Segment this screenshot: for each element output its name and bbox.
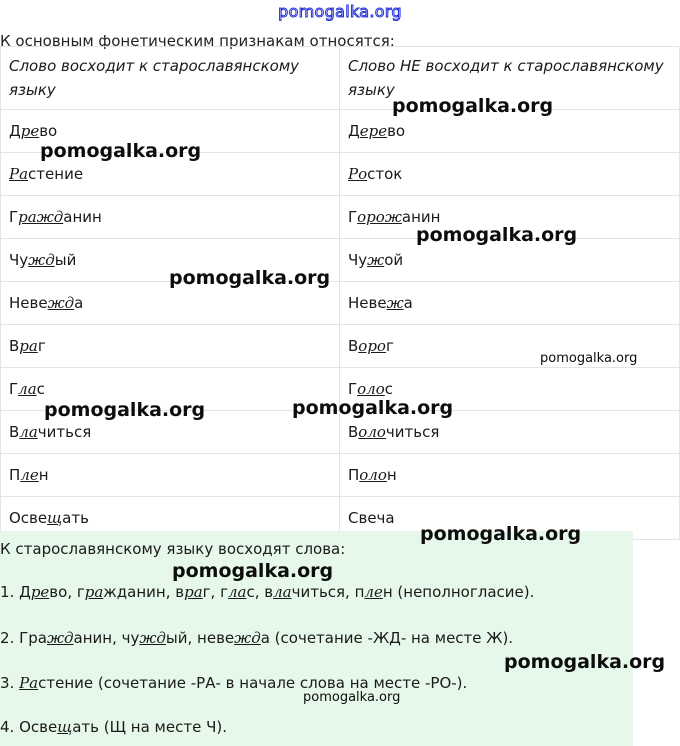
highlighted-letters: щ xyxy=(47,509,63,527)
table-row xyxy=(1,282,680,325)
text-segment: Г xyxy=(9,208,19,226)
highlighted-letters: ре xyxy=(30,583,50,601)
watermark: pomogalka.org xyxy=(416,224,578,246)
text-segment: 4. Осве xyxy=(0,718,58,736)
text-segment: во xyxy=(387,122,406,140)
watermark: pomogalka.org xyxy=(504,651,666,673)
header-not-old-slavonic: Слово НЕ восходит к старославянскому языку xyxy=(340,47,680,110)
text-segment: Г xyxy=(9,380,19,398)
text-segment: В xyxy=(348,337,359,355)
header-old-slavonic: Слово восходит к старославянскому языку xyxy=(1,47,340,110)
table-header-row xyxy=(1,47,680,110)
highlighted-letters: ере xyxy=(359,122,388,140)
table-row xyxy=(1,454,680,497)
highlighted-letters: ле xyxy=(364,583,383,601)
highlighted-letters: ре xyxy=(20,122,40,140)
text-segment: П xyxy=(348,466,360,484)
text-segment: Д xyxy=(9,122,21,140)
highlighted-letters: оло xyxy=(357,380,385,398)
highlighted-letters: ла xyxy=(19,423,38,441)
highlighted-letters: Ро xyxy=(348,165,368,183)
text-segment: Свеча xyxy=(348,509,395,527)
watermark: pomogalka.org xyxy=(40,140,202,162)
site-logo[interactable]: pomogalka.org xyxy=(278,2,402,21)
watermark: pomogalka.org xyxy=(172,560,334,582)
text-segment: с xyxy=(384,380,394,398)
watermark: pomogalka.org xyxy=(392,95,554,117)
text-segment: г xyxy=(385,337,394,355)
highlighted-letters: щ xyxy=(57,718,73,736)
text-segment: ать xyxy=(62,509,89,527)
text-segment: н (неполногласие). xyxy=(382,583,535,601)
text-segment: анин xyxy=(63,208,102,226)
text-segment: Г xyxy=(348,208,358,226)
highlighted-letters: ра xyxy=(184,583,203,601)
watermark: pomogalka.org xyxy=(540,351,638,366)
highlighted-letters: ж xyxy=(367,251,385,269)
text-segment: н xyxy=(38,466,49,484)
highlighted-letters: жд xyxy=(46,629,74,647)
highlighted-letters: оло xyxy=(358,423,386,441)
text-segment: Неве xyxy=(9,294,48,312)
text-segment: анин, чу xyxy=(73,629,140,647)
text-segment: сток xyxy=(367,165,403,183)
highlighted-letters: оро xyxy=(358,337,386,355)
text-segment: П xyxy=(9,466,21,484)
highlighted-letters: ла xyxy=(227,583,247,601)
text-segment: Неве xyxy=(348,294,387,312)
highlighted-letters: орож xyxy=(357,208,402,226)
table-row xyxy=(1,239,680,282)
highlighted-letters: ла xyxy=(273,583,292,601)
text-segment: н xyxy=(386,466,397,484)
text-segment: 1. Д xyxy=(0,583,31,601)
watermark: pomogalka.org xyxy=(420,523,582,545)
text-segment: В xyxy=(9,337,20,355)
phonetic-table xyxy=(0,46,680,540)
cell-old-slavonic-word xyxy=(1,196,340,239)
text-segment: ать (Щ на месте Ч). xyxy=(72,718,227,736)
text-segment: Г xyxy=(348,380,358,398)
text-segment: В xyxy=(348,423,359,441)
intro-text: К основным фонетическим признакам относятся: xyxy=(0,32,395,50)
text-segment: Осве xyxy=(9,509,48,527)
text-segment: ый, неве xyxy=(165,629,235,647)
text-segment: а xyxy=(403,294,413,312)
highlighted-letters: ла xyxy=(18,380,37,398)
text-segment: с, в xyxy=(246,583,274,601)
cell-native-word xyxy=(340,153,680,196)
highlighted-letters: жд xyxy=(234,629,261,647)
cell-native-word xyxy=(340,282,680,325)
summary-line xyxy=(0,629,513,647)
text-segment: анин xyxy=(401,208,441,226)
text-segment: Чу xyxy=(9,251,29,269)
summary-line xyxy=(0,583,534,601)
highlighted-letters: Ра xyxy=(9,165,29,183)
cell-old-slavonic-word xyxy=(1,454,340,497)
watermark: pomogalka.org xyxy=(303,690,401,705)
text-segment: во xyxy=(39,122,58,140)
text-segment: читься xyxy=(37,423,92,441)
text-segment: стение (сочетание -РА- в начале слова на месте -РО-). xyxy=(38,674,468,692)
text-segment: Чу xyxy=(348,251,368,269)
highlighted-letters: ра xyxy=(84,583,104,601)
text-segment: ый xyxy=(54,251,77,269)
text-segment: с xyxy=(36,380,45,398)
highlighted-letters: ж xyxy=(386,294,404,312)
highlighted-letters: ле xyxy=(20,466,39,484)
text-segment: 3. xyxy=(0,674,20,692)
highlighted-letters: ражд xyxy=(18,208,64,226)
text-segment: г, г xyxy=(202,583,228,601)
text-segment: читься xyxy=(385,423,440,441)
highlighted-letters: ра xyxy=(19,337,38,355)
highlighted-letters: жд xyxy=(47,294,75,312)
summary-title: К старославянскому языку восходят слова: xyxy=(0,540,346,558)
text-segment: Д xyxy=(348,122,360,140)
highlighted-letters: оло xyxy=(359,466,387,484)
cell-old-slavonic-word xyxy=(1,325,340,368)
text-segment: 2. Гра xyxy=(0,629,47,647)
text-segment: читься, п xyxy=(291,583,365,601)
table-row xyxy=(1,196,680,239)
text-segment: а (сочетание -ЖД- на месте Ж). xyxy=(260,629,514,647)
text-segment: В xyxy=(9,423,20,441)
watermark: pomogalka.org xyxy=(292,397,454,419)
watermark: pomogalka.org xyxy=(44,399,206,421)
text-segment: г xyxy=(37,337,46,355)
text-segment: жданин, в xyxy=(103,583,185,601)
cell-native-word xyxy=(340,454,680,497)
watermark: pomogalka.org xyxy=(169,267,331,289)
highlighted-letters: Ра xyxy=(19,674,39,692)
summary-line xyxy=(0,718,227,736)
highlighted-letters: жд xyxy=(28,251,55,269)
highlighted-letters: жд xyxy=(139,629,166,647)
text-segment: во, г xyxy=(49,583,85,601)
text-segment: ой xyxy=(384,251,404,269)
text-segment: а xyxy=(74,294,84,312)
text-segment: стение xyxy=(28,165,84,183)
